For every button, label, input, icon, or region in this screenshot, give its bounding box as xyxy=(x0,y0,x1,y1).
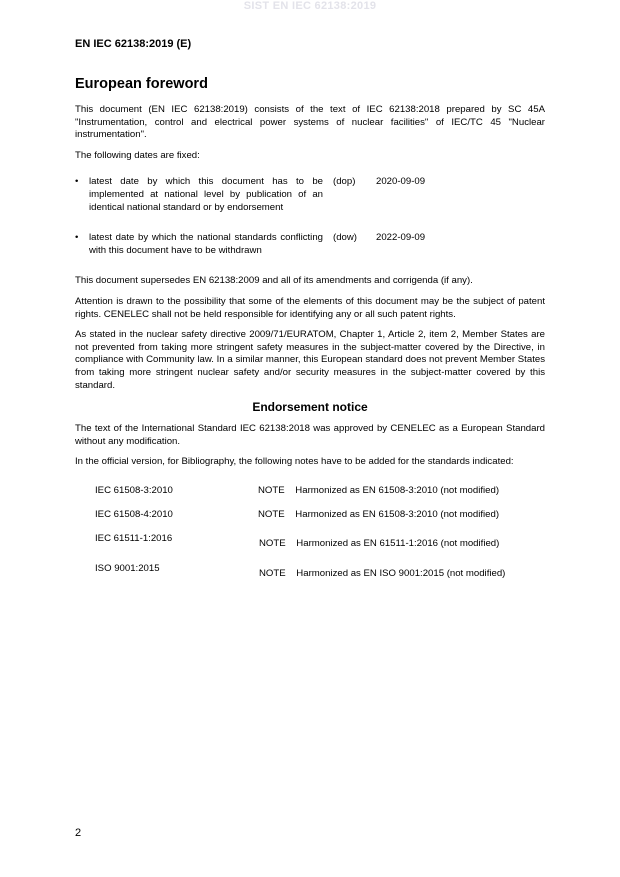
note-standard: ISO 9001:2015 xyxy=(95,562,160,574)
note-text: NOTE Harmonized as EN 61511-1:2016 (not modified) xyxy=(259,537,500,549)
date-abbreviation: (dop) xyxy=(333,176,356,188)
document-id-header: EN IEC 62138:2019 (E) xyxy=(75,38,192,50)
note-standard: IEC 61508-4:2010 xyxy=(95,508,173,520)
page-number: 2 xyxy=(75,827,82,839)
dates-intro: The following dates are fixed: xyxy=(75,149,200,161)
note-text: NOTE Harmonized as EN 61508-3:2010 (not modified) xyxy=(258,484,500,496)
date-item-dop xyxy=(75,176,545,214)
bullet: • xyxy=(75,176,79,188)
supersedes-paragraph: This document supersedes EN 62138:2009 and all of its amendments and corrigenda (if any). xyxy=(75,275,473,287)
date-description: latest date by which this document has to be implemented at national level by publication of an identical national standard or by endorsement xyxy=(89,176,323,213)
foreword-title: European foreword xyxy=(75,76,208,92)
note-standard: IEC 61511-1:2016 xyxy=(95,532,173,544)
foreword-intro: This document (EN IEC 62138:2019) consists of the text of IEC 62138:2018 prepared by SC 45A "Instrumentation, control and electrical power systems of nuclear facilities" of IEC/TC 45 "Nuclear instrumentation". xyxy=(75,104,545,141)
note-standard: IEC 61508-3:2010 xyxy=(95,484,173,496)
date-description: latest date by which the national standards conflicting with this document have to be withdrawn xyxy=(89,232,323,256)
dates-list xyxy=(75,176,545,257)
endorsement-title: Endorsement notice xyxy=(252,400,368,415)
bibliography-notes-intro: In the official version, for Bibliography, the following notes have to be added for the standards indicated: xyxy=(75,456,514,468)
attention-paragraph: Attention is drawn to the possibility that some of the elements of this document may be the subject of patent rights. CENELEC shall not be held responsible for identifying any or all such patent rights. xyxy=(75,295,545,320)
page-content xyxy=(75,76,545,587)
directive-paragraph: As stated in the nuclear safety directive 2009/71/EURATOM, Chapter 1, Article 2, item 2, Member States are not prevented from taking more stringent safety measures in the subject-matter covered by the Directive, in compliance with Community law. In a similar manner, this European standard does not prevent Member States from taking more stringent nuclear safety and/or security measures in the subject-matter covered by this standard. xyxy=(75,329,545,391)
note-text: NOTE Harmonized as EN ISO 9001:2015 (not modified) xyxy=(259,567,506,579)
date-item-dow xyxy=(75,232,545,257)
endorsement-text: The text of the International Standard IEC 62138:2018 was approved by CENELEC as a European Standard without any modification. xyxy=(75,423,545,447)
bibliography-notes xyxy=(75,477,545,587)
bullet: • xyxy=(75,232,79,244)
date-abbreviation: (dow) xyxy=(333,232,357,244)
date-value: 2020-09-09 xyxy=(376,176,426,188)
watermark: SIST EN IEC 62138:2019 xyxy=(243,0,377,12)
note-text: NOTE Harmonized as EN 61508-3:2010 (not modified) xyxy=(258,508,500,520)
date-value: 2022-09-09 xyxy=(376,232,426,244)
